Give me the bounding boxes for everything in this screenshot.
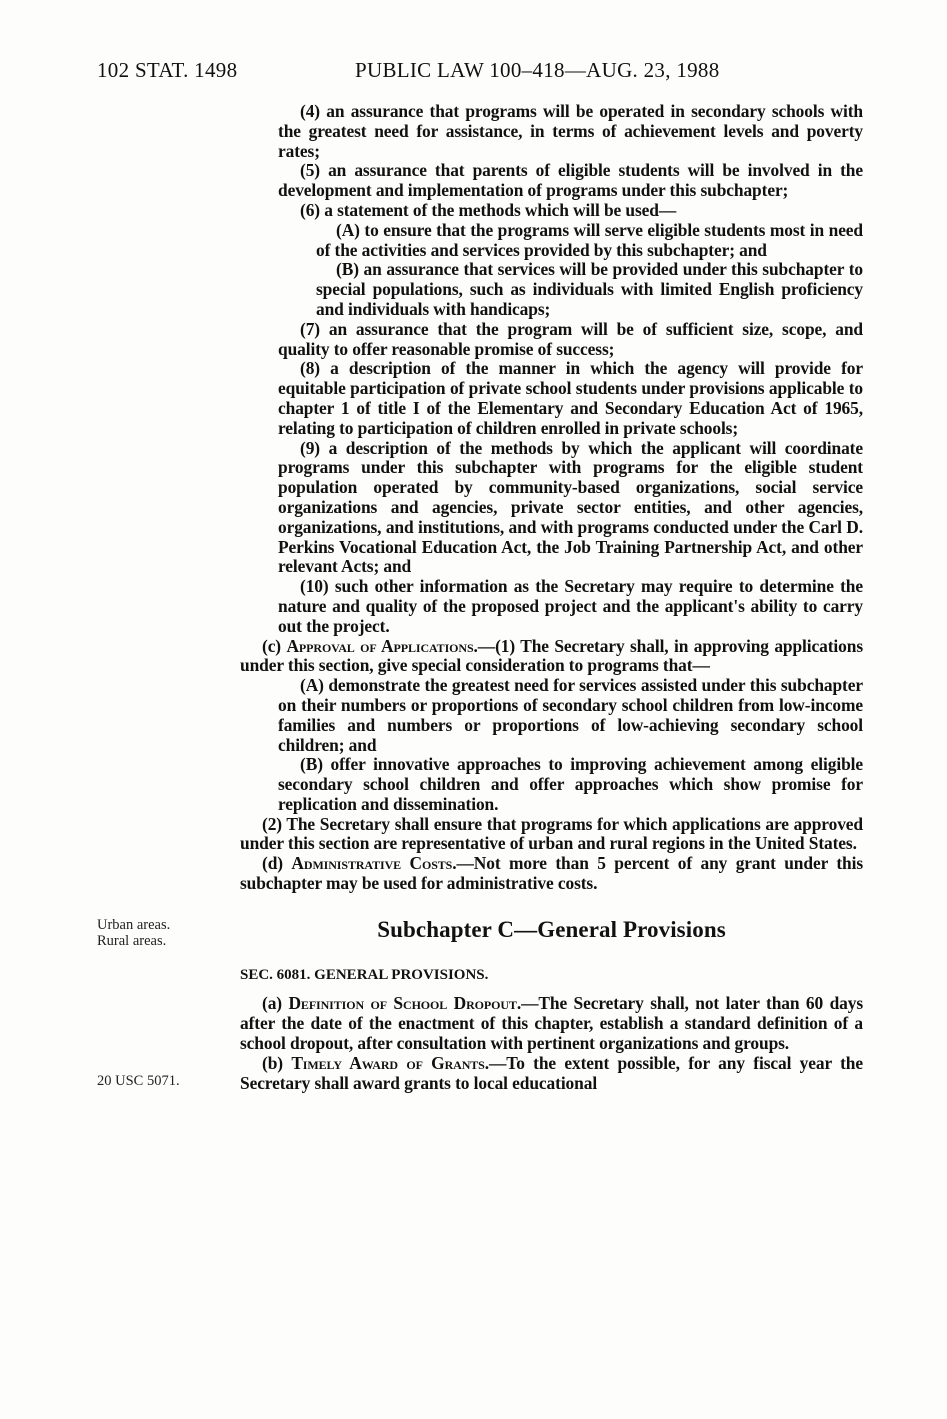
section-a (240, 994, 863, 1053)
item-6: (6) a statement of the methods which will be used— (300, 199, 677, 220)
subsection-c-subitems (240, 676, 863, 815)
application-items (240, 102, 863, 221)
law-title: PUBLIC LAW 100–418—AUG. 23, 1988 (355, 58, 720, 82)
section-b-heading: Timely Award of Grants (291, 1052, 485, 1073)
item-9: (9) a description of the methods by which the applicant will coordinate programs under this subchapter with programs for the eligible student population operated by community-based organizations, social service organizations and agencies, private sector entities, and other agencies, organizations, and institutions, and with programs conducted under the Carl D. Perkins Vocational Education Act, the Job Training Partnership Act, and other relevant Acts; and (278, 437, 863, 577)
margin-note-rural: Rural areas. (97, 933, 167, 949)
margin-note-urban-rural (97, 917, 170, 949)
section-b-text: .—To the extent possible, for any fiscal year the Secretary shall award grants to local educational (240, 1052, 863, 1093)
subsection-d-heading: Administrative Costs (291, 853, 453, 874)
item-5: (5) an assurance that parents of eligible students will be involved in the development and implementation of programs under this subchapter; (278, 160, 863, 201)
subsection-c-text: .—(1) The Secretary shall, in approving applications under this section, give special consideration to programs that— (240, 635, 863, 676)
subsection-d (240, 854, 863, 894)
item-6-subitems (240, 221, 863, 320)
subsection-c (240, 637, 863, 677)
subsection-c-b: (B) offer innovative approaches to improving achievement among eligible secondary school children and offer approaches which show promise for replication and dissemination. (278, 754, 863, 814)
section-a-text: .—The Secretary shall, not later than 60 days after the date of the enactment of this chapter, establish a standard definition of a school dropout, after consultation with pertinent organizations and groups. (240, 993, 863, 1054)
subsection-c-label: (c) (262, 635, 287, 656)
stat-page-number: 102 STAT. 1498 (97, 58, 238, 82)
page-header (0, 58, 947, 88)
section-b-label: (b) (262, 1052, 292, 1073)
item-6a: (A) to ensure that the programs will serve eligible students most in need of the activities and services provided by this subchapter; and (316, 219, 863, 260)
item-7: (7) an assurance that the program will be of sufficient size, scope, and quality to offer reasonable promise of success; (278, 318, 863, 359)
margin-note-usc: 20 USC 5071. (97, 1073, 180, 1089)
subchapter-title: Subchapter C—General Provisions (377, 916, 726, 942)
subsection-c-2: (2) The Secretary shall ensure that programs for which applications are approved under this section are representative of urban and rural regions in the United States. (240, 813, 863, 854)
item-8: (8) a description of the manner in which the agency will provide for equitable participation of private school students under provisions applicable to chapter 1 of title I of the Elementary and Secondary Education Act of 1965, relating to participation of children enrolled in private schools; (278, 358, 863, 438)
item-6b: (B) an assurance that services will be provided under this subchapter to special populations, such as individuals with limited English proficiency and individuals with handicaps; (316, 259, 863, 319)
application-items-continued (240, 320, 863, 637)
subsection-d-label: (d) (262, 853, 292, 874)
subsection-c-a: (A) demonstrate the greatest need for services assisted under this subchapter on their numbers or proportions of secondary school children from low-income families and numbers or proportions of low-achieving secondary school children; and (278, 675, 863, 755)
section-b (240, 1054, 863, 1094)
margin-note-urban: Urban areas. (97, 917, 171, 933)
section-a-label: (a) (262, 993, 289, 1014)
section-heading: SEC. 6081. GENERAL PROVISIONS. (240, 966, 489, 983)
subsection-d-text: .—Not more than 5 percent of any grant under this subchapter may be used for administrative costs. (240, 853, 863, 894)
section-a-heading: Definition of School Dropout (288, 993, 517, 1014)
item-10: (10) such other information as the Secretary may require to determine the nature and quality of the proposed project and the applicant's ability to carry out the project. (278, 576, 863, 636)
subsection-c-heading: Approval of Applications (286, 635, 474, 656)
page-body (240, 102, 863, 1093)
item-4: (4) an assurance that programs will be operated in secondary schools with the greatest need for assistance, in terms of achievement levels and poverty rates; (278, 101, 863, 161)
